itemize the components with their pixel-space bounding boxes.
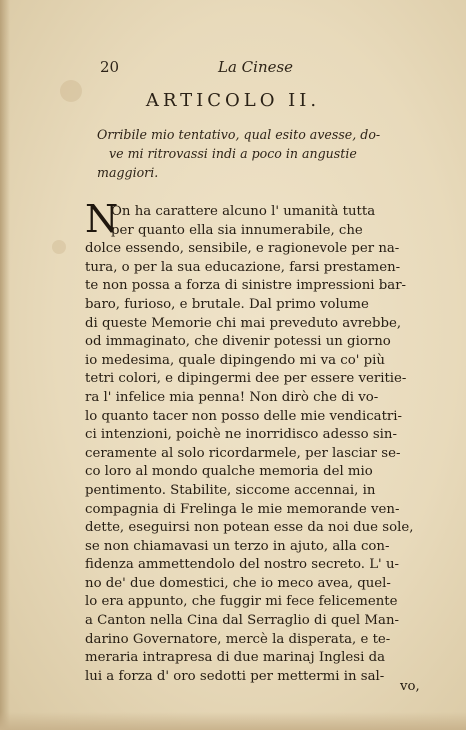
body-line: te non possa a forza di sinistre impressioni bar- — [85, 278, 407, 294]
page-bottom-shadow — [0, 712, 466, 730]
summary-line: maggiori. — [97, 165, 159, 180]
body-line: pentimento. Stabilite, siccome accennai, in — [85, 482, 376, 498]
body-line: meraria intrapresa di due marinaj Inglesi da — [85, 650, 386, 666]
body-line: dolce essendo, sensibile, e ragionevole per na- — [85, 241, 400, 257]
body-line: ceramente al solo ricordarmele, per lasciar se- — [85, 445, 401, 461]
body-line: di queste Memorie chi mai preveduto avrebbe, — [85, 315, 402, 331]
body-line: baro, furioso, e brutale. Dal primo volume — [85, 296, 369, 312]
body-line: io medesima, quale dipingendo mi va co' più — [85, 352, 385, 368]
catchword: vo, — [400, 679, 420, 694]
body-line: ci intenzioni, poichè ne inorridisco adesso sin- — [85, 427, 397, 443]
body-line: dette, eseguirsi non potean esse da noi due sole, — [85, 520, 414, 536]
body-line: fidenza ammettendolo del nostro secreto. L' u- — [85, 557, 399, 573]
body-line: od immaginato, che divenir potessi un giorno — [85, 334, 391, 350]
body-text — [85, 203, 443, 686]
body-line: lo era appunto, che fuggir mi fece felicemente — [85, 594, 398, 610]
body-line: no de' due domestici, che io meco avea, quel- — [85, 575, 391, 591]
body-line: per quanto ella sia innumerabile, che — [111, 222, 363, 238]
body-line: se non chiamavasi un terzo in ajuto, alla con- — [85, 538, 390, 554]
article-summary — [97, 125, 447, 182]
body-line: lui a forza d' oro sedotti per mettermi in sal- — [85, 668, 385, 684]
article-heading: ARTICOLO II. — [145, 90, 321, 111]
body-line: tura, o per la sua educazione, farsi prestamen- — [85, 259, 401, 275]
body-line: darino Governatore, mercè la disperata, e te- — [85, 631, 391, 647]
page-header — [0, 58, 466, 82]
body-line: compagnia di Frelinga le mie memorande ven- — [85, 501, 400, 517]
body-line: tetri colori, e dipingermi dee per essere veritie- — [85, 371, 407, 387]
body-line: On ha carattere alcuno l' umanità tutta — [111, 204, 376, 219]
summary-line: Orribile mio tentativo, qual esito avesse, do- — [97, 127, 381, 142]
body-line: ra l' infelice mia penna! Non dirò che di vo- — [85, 389, 379, 405]
summary-line: ve mi ritrovassi indi a poco in angustie — [109, 146, 357, 161]
body-line: lo quanto tacer non posso delle mie vendicatri- — [85, 408, 403, 424]
drop-cap: N — [85, 197, 119, 241]
running-title: La Cinese — [218, 58, 294, 76]
body-line: co loro al mondo qualche memoria del mio — [85, 464, 373, 480]
foxing-spot — [52, 240, 66, 254]
page-number: 20 — [100, 58, 120, 76]
body-line: a Canton nella Cina dal Serraglio di quel Man- — [85, 613, 399, 629]
